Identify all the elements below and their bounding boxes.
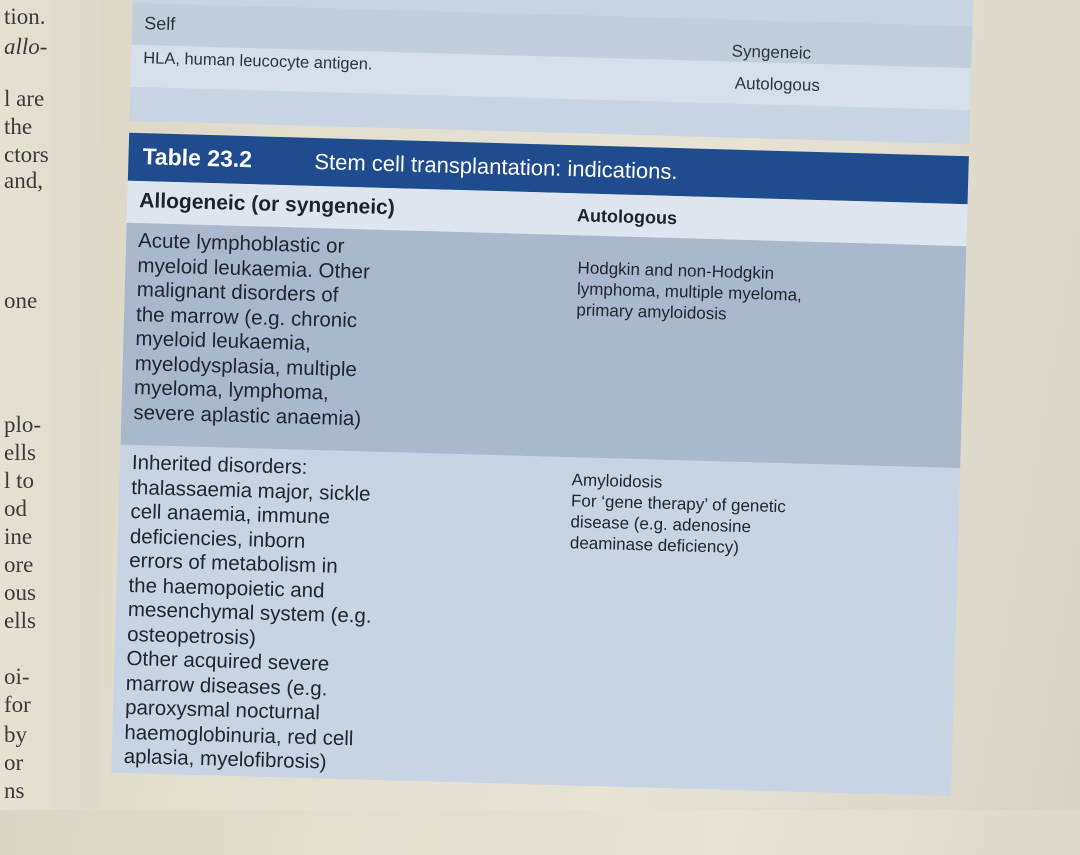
margin-line: tion.: [4, 4, 46, 29]
margin-line: allo-: [4, 34, 48, 59]
margin-line: l to: [4, 468, 35, 493]
row-label: Self: [143, 13, 176, 35]
column-header-allogeneic: Allogeneic (or syngeneic): [138, 189, 396, 220]
column-header-autologous: Autologous: [576, 205, 678, 229]
row-value: Autologous: [734, 73, 821, 96]
table-number: Table 23.2: [142, 143, 253, 173]
margin-line: the: [4, 114, 33, 139]
margin-line: oi-: [4, 664, 30, 689]
margin-line: ous: [4, 580, 36, 605]
cell-allogeneic: Inherited disorders: thalassaemia major, sickle cell anaemia, immune deficiencies, inborn errors of metabolism in the haemopoietic and mesenchymal system (e.g. osteopetrosis) Other acquired severe marrow diseases (e.g. paroxysmal nocturnal haemoglobinuria, red cell aplasia, myelofibrosis): [123, 450, 372, 774]
cell-allogeneic: Acute lymphoblastic or myeloid leukaemia. Other malignant disorders of the marrow (e.g. chronic myeloid leukaemia, myelodysplasia, multiple myeloma, lymphoma, severe aplastic anaemia): [133, 229, 371, 430]
margin-line: or: [4, 750, 24, 775]
table-row: [111, 445, 960, 796]
margin-line: ore: [4, 552, 34, 577]
stem-cell-indications-table: [111, 133, 969, 796]
table-title: Stem cell transplantation: indications.: [314, 148, 678, 185]
margin-line: l are: [4, 86, 45, 111]
margin-line: and,: [4, 168, 43, 193]
cell-autologous: Hodgkin and non-Hodgkin lymphoma, multiple myeloma, primary amyloidosis: [576, 258, 803, 324]
book-page: [80, 0, 1004, 855]
cell-autologous: Amyloidosis For ‘gene therapy’ of genetic disease (e.g. adenosine deaminase deficiency): [569, 470, 787, 557]
previous-table-fragment: [130, 0, 974, 144]
margin-line: for: [4, 692, 31, 717]
margin-line: plo-: [4, 412, 42, 437]
table-row: [120, 223, 966, 468]
margin-line: od: [4, 496, 27, 521]
margin-line: ells: [4, 440, 36, 465]
margin-line: ns: [4, 778, 25, 803]
margin-line: ells: [4, 608, 36, 633]
margin-line: by: [4, 722, 27, 747]
margin-line: ine: [4, 524, 33, 549]
table-footnote: HLA, human leucocyte antigen.: [143, 49, 373, 74]
margin-line: ctors: [4, 142, 49, 167]
margin-line: one: [4, 288, 38, 313]
row-value: Syngeneic: [731, 41, 812, 63]
